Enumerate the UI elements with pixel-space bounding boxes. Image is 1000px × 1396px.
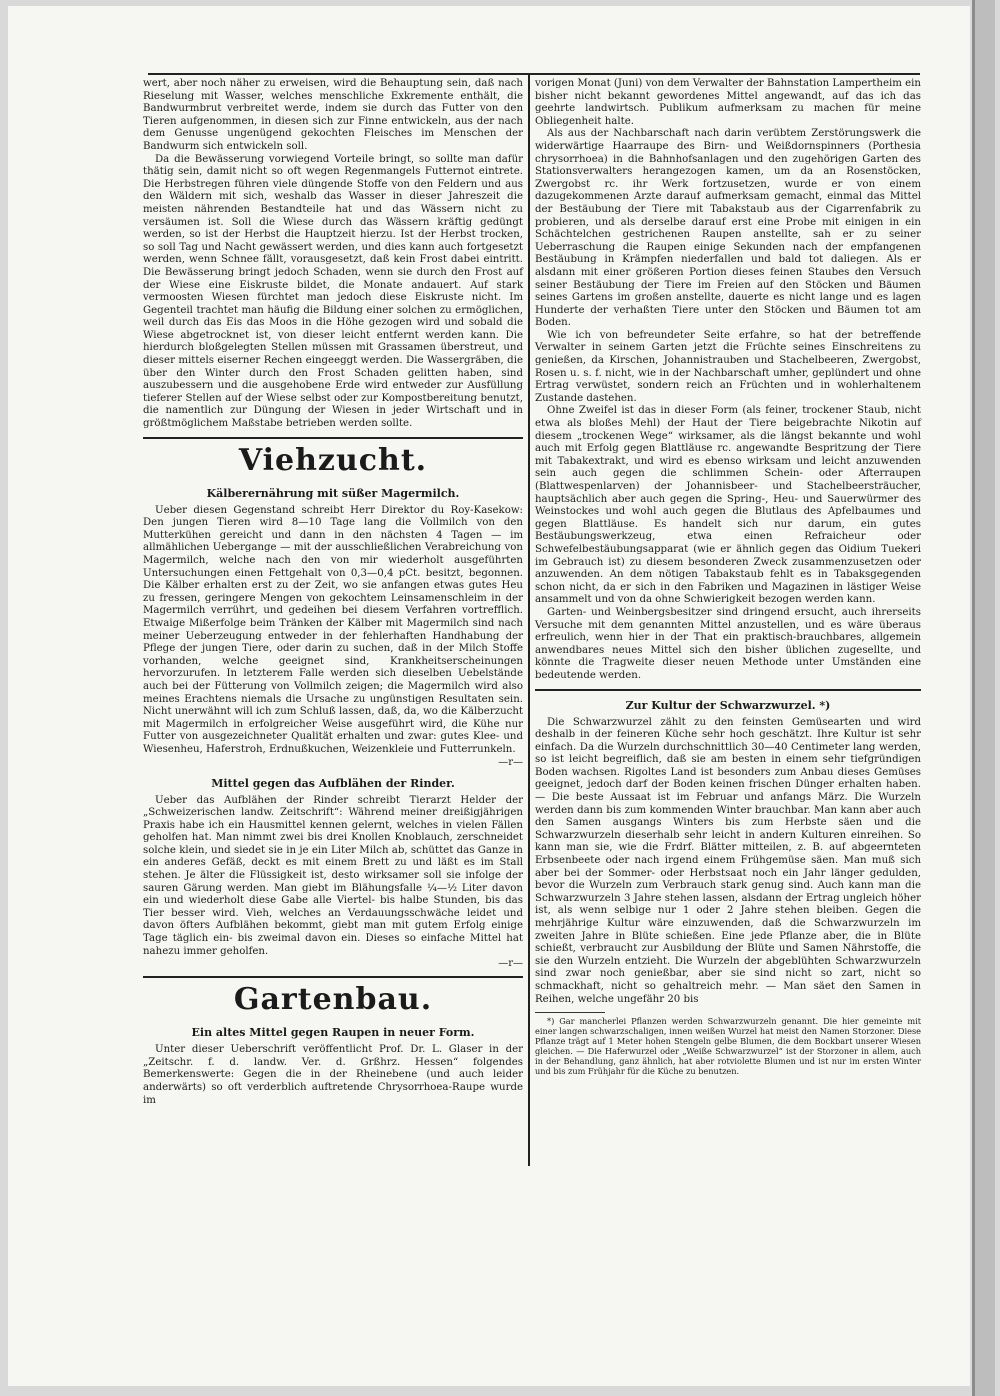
footnote <box>535 1012 921 1076</box>
left-column <box>143 78 523 1107</box>
top-rule <box>148 73 920 75</box>
author-signature: —r— <box>498 756 523 768</box>
article-heading: Ein altes Mittel gegen Raupen in neuer Form. <box>191 1026 475 1040</box>
paragraph: Die Schwarzwurzel zählt zu den feinsten Gemüsearten und wird deshalb in der feineren Küche sehr hoch geschätzt. Ihre Kultur ist sehr einfach. Da die Wurzeln durchschnittlich 30—40 Centimeter lang werden, so ist leicht begreiflich, daß sie am besten in einem sehr tiefgründigen Boden wachsen. Rigoltes Land ist besonders zum Anbau dieses Gemüses geeignet, jedoch darf der Boden keinen frischen Dünger erhalten haben. — Die beste Aussaat ist im Februar und anfangs März. Die Wurzeln werden dann bis zum kommenden Winter brauchbar. Man kann aber auch den Samen ausgangs Winters bis zum Herbste säen und die Schwarzwurzeln dieserhalb sehr leicht in andern Kulturen einreihen. So kann man sie, wie die Frdrf. Blätter mitteilen, z. B. auf abgeernteten Erbsenbeete oder nach irgend einem Frühgemüse säen. Man muß sich aber bei der Sommer- oder Herbstsaat noch ein Jahr länger gedulden, bevor die Wurzeln zum Verbrauch stark genug sind. Auch kann man die Schwarzwurzeln 3 Jahre stehen lassen, alsdann der Ertrag ungleich höher ist, als wenn selbige nur 1 oder 2 Jahre stehen bleiben. Gegen die mehrjährige Kultur wäre einzuwenden, daß die Schwarzwurzeln im zweiten Jahre in Blüte schießen. Eine jede Pflanze aber, die in Blüte schießt, verbraucht zur Ausbildung der Blüte und Samen Nährstoffe, die sie den Wurzeln entzieht. Die Wurzeln der abgeblühten Schwarzwurzeln sind zwar noch genießbar, aber sie sind nicht so zart, nicht so schmackhaft, nicht so gehaltreich mehr. — Man säet den Samen in Reihen, welche ungefähr 20 bis <box>535 716 921 1005</box>
column-divider <box>528 73 530 1166</box>
footnote-text: *) Gar mancherlei Pflanzen werden Schwarzwurzeln genannt. Die hier gemeinte mit einer langen schwarzschaligen, innen weißen Wurzel hat meist den Namen Storzoner. Diese Pflanze trägt auf 1 Meter hohen Stengeln gelbe Blumen, die dem Bockbart unserer Wiesen gleichen. — Die Haferwurzel oder „Weiße Schwarzwurzel“ ist der Storzoner in allem, auch in der Behandlung, ganz ähnlich, hat aber rotviolette Blumen und ist nur im ersten Winter und bis zum Frühjahr für die Küche zu benutzen. <box>535 1016 921 1077</box>
paragraph: Als aus der Nachbarschaft nach darin verübtem Zerstörungswerk die widerwärtige Haarraupe des Birn- und Weißdornspinners (Porthesia chrysorrhoea) in die Bahnhofsanlagen und den zugehörigen Garten des Stationsverwalters herangezogen kamen, um da an Rosenstöcken, Zwergobst rc. ihr Werk fortzusetzen, wurde er von einem dazugekommenen Arzte darauf aufmerksam gemacht, einmal das Mittel der Bestäubung der Tiere mit Tabakstaub aus der Cigarrenfabrik zu probieren, und als derselbe darauf erst eine Probe mit einigen in ein Schächtelchen gestrichenen Raupen anstellte, sah er zu seiner Ueberraschung die Raupen einige Sekunden nach der empfangenen Bestäubung in Krämpfen niederfallen und bald tot daliegen. Als er alsdann mit einer größeren Portion dieses feinen Staubes den Versuch seiner Bestäubung der Tiere im Freien auf den Stöcken und Bäumen seines Gartens im großen anstellte, dauerte es nicht lange und es lagen Hunderte der verhaßten Tiere unter den Stöcken und Bäumen tot am Boden. <box>535 128 921 329</box>
paragraph: Da die Bewässerung vorwiegend Vorteile bringt, so sollte man dafür thätig sein, damit nicht so oft wegen Regenmangels Futternot eintrete. Die Herbstregen führen viele düngende Stoffe von den Feldern und aus den Wäldern mit sich, weshalb das Wasser in dieser Jahreszeit die meisten nährenden Bestandteile hat und das Wässern nicht zu versäumen ist. Soll die Wiese durch das Wässern kräftig gedüngt werden, so ist der Herbst die Hauptzeit hierzu. Ist der Herbst trocken, so soll Tag und Nacht gewässert werden, und dies kann auch fortgesetzt werden, wenn Schnee fällt, vorausgesetzt, daß kein Frost dabei eintritt. Die Bewässerung bringt jedoch Schaden, wenn sie durch den Frost auf der Wiese eine Eiskruste bildet, die Monate andauert. Auf stark vermoosten Wiesen fürchtet man jedoch diese Eiskruste nicht. Im Gegenteil trachtet man häufig die Bildung einer solchen zu ermöglichen, weil durch das Eis das Moos in die Höhe gezogen wird und sobald die Wiese abgetrocknet ist, von dieser leicht entfernt werden kann. Die hierdurch bloßgelegten Stellen müssen mit Grassamen überstreut, und dieser mittels eiserner Rechen eingeeggt werden. Die Wassergräben, die über den Winter durch den Frost Schaden gelitten haben, sind auszubessern und die ausgehobene Erde wird entweder zur Ausfüllung tieferer Stellen auf der Wiese selbst oder zur Kompostbereitung benutzt, die namentlich zur Düngung der Wiesen in jeder Wirtschaft und in größtmöglichem Maßstabe betrieben werden sollte. <box>143 153 523 430</box>
section-heading-viehzucht: Viehzucht. <box>238 442 428 478</box>
paragraph: Wie ich von befreundeter Seite erfahre, so hat der betreffende Verwalter in seinem Garten jetzt die Früchte seines Einschreitens zu genießen, da Kirschen, Johannistrauben und Stachelbeeren, Zwergobst, Rosen u. s. f. nicht, wie in der Nachbarschaft umher, geplündert und ohne Ertrag verwüstet, sondern reich an Früchten und in wohlerhaltenem Zustande dastehen. <box>535 329 921 404</box>
section-rule <box>143 976 523 978</box>
paragraph: Unter dieser Ueberschrift veröffentlicht Prof. Dr. L. Glaser in der „Zeitschr. f. d. landw. Ver. d. Grßhrz. Hessen“ folgendes Bemerkenswerte: Gegen die in der Rheinebene (und auch leider anderwärts) so oft verderblich auftretende Chrysorrhoea-Raupe wurde im <box>143 1044 523 1106</box>
paragraph: Garten- und Weinbergsbesitzer sind dringend ersucht, auch ihrerseits Versuche mit dem genannten Mittel anzustellen, und es wäre überaus erfreulich, wenn hier in der That ein praktisch-brauchbares, allgemein anwendbares neues Mittel sich den bisher üblichen zugesellte, und könnte die Tragweite dieser neuen Methode unter Umständen eine bedeutende werden. <box>535 606 921 681</box>
page-edge-shadow <box>975 0 995 1396</box>
article-heading: Mittel gegen das Aufblähen der Rinder. <box>211 776 455 790</box>
right-column <box>535 78 921 1076</box>
page-edge-line <box>972 0 975 1396</box>
author-signature: —r— <box>498 958 523 970</box>
paragraph: Ueber diesen Gegenstand schreibt Herr Direktor du Roy-Kasekow: Den jungen Tieren wird 8—10 Tage lang die Vollmilch von den Mutterkühen gereicht und dann in den nächsten 4 Tagen — im allmählichen Uebergange — mit der ausschließlichen Verabreichung von Magermilch, welche nach den von mir wiederholt ausgeführten Untersuchungen einen Fettgehalt von 0,3—0,4 pCt. besitzt, begonnen. Die Kälber erhalten erst zu der Zeit, wo sie anfangen etwas gutes Heu zu fressen, geringere Mengen von gekochtem Leinsamenschleim in der Magermilch verrührt, und gedeihen bei diesem Verfahren vortrefflich. Etwaige Mißerfolge beim Tränken der Kälber mit Magermilch sind nach meiner Ueberzeugung entweder in der fehlerhaften Handhabung der Pflege der jungen Tiere, oder darin zu suchen, daß in der Milch Stoffe vorhanden, welche geeignet sind, Krankheitserscheinungen hervorzurufen. In letzterem Falle werden sich dieselben Uebelstände auch bei der Fütterung von Vollmilch zeigen; die Magermilch wird also meines Erachtens niemals die Ursache zu ungünstigen Resultaten sein. Nicht unerwähnt will ich zum Schluß lassen, daß, da, wo die Kälberzucht mit Magermilch in erfolgreicher Weise ausgeführt wird, die Kühe nur Futter von ausgezeichneter Qualität erhalten und zwar: gutes Klee- und Wiesenheu, Haferstroh, Erdnußkuchen, Weizenkleie und Futterrunkeln. <box>143 504 523 755</box>
paragraph: Ueber das Aufblähen der Rinder schreibt Tierarzt Helder der „Schweizerischen landw. Zeitschrift“: Während meiner dreißigjährigen Praxis habe ich ein Hausmittel kennen gelernt, welches in vielen Fällen geholfen hat. Man nimmt zwei bis drei Knollen Knoblauch, zerschneidet solche klein, und siedet sie in je ein Liter Milch ab, schüttet das Ganze in ein anderes Gefäß, deckt es mit einem Brett zu und läßt es im Stall stehen. Je älter die Flüssigkeit ist, desto wirksamer soll sie infolge der sauren Gärung werden. Man giebt im Blähungsfalle ¼—½ Liter davon ein und wiederholt diese Gabe alle Viertel- bis halbe Stunden, bis das Tier besser wird. Vieh, welches an Verdauungsschwäche leidet und davon öfters Aufblähen bekommt, giebt man mit gutem Erfolg einige Tage täglich ein- bis zweimal davon ein. Dieses so einfache Mittel hat nahezu immer geholfen. <box>143 794 523 957</box>
paragraph: Ohne Zweifel ist das in dieser Form (als feiner, trockener Staub, nicht etwa als bloßes Mehl) der Haut der Tiere beigebrachte Nikotin auf diesem „trockenen Wege“ wirksamer, als die längst bekannte und wohl auch mit Erfolg gegen Blattläuse rc. angewandte Bespritzung der Tiere mit Tabakextrakt, und wird es ebenso wirksam und leicht anzuwenden sein auch gegen die schlimmen Schein- oder Afterraupen (Blattwespenlarven) der Johannisbeer- und Stachelbeersträucher, hauptsächlich aber auch gegen die Spring-, Heu- und Sauerwürmer des Weinstockes und wohl auch gegen die Blutlaus des Apfelbaumes und gegen Blattläuse. Es handelt sich nur darum, ein gutes Bestäubungswerkzeug, etwa einen Refraicheur oder Schwefelbestäubungsapparat (wie er ähnlich gegen das Oidium Tuekeri im Gebrauch ist) zu diesem besonderen Zweck zusammenzusetzen oder anzuwenden. An dem nötigen Tabakstaub fehlt es in Tabaksgegenden schon nicht, da er sich in den Fabriken und Magazinen in lästiger Weise ansammelt und von da ohne Schwierigkeit bezogen werden kann. <box>535 405 921 606</box>
section-rule <box>143 437 523 439</box>
article-heading: Kälberernährung mit süßer Magermilch. <box>206 486 460 500</box>
paragraph: vorigen Monat (Juni) von dem Verwalter der Bahnstation Lampertheim ein bisher nicht bekannt gewordenes Mittel angewandt, auf das ich das geehrte landwirtsch. Publikum aufmerksam zu machen für meine Obliegenheit halte. <box>535 78 921 127</box>
section-rule <box>535 689 921 691</box>
paragraph: wert, aber noch näher zu erweisen, wird die Behauptung sein, daß nach Rieselung mit Wasser, welches menschliche Exkremente enthält, die Bandwurmbrut verbreitet werde, indem sie durch das Futter von den Tieren aufgenommen, in diesen sich zur Finne entwickeln, aus der nach dem Genusse ungenügend gekochten Fleisches im Menschen der Bandwurm sich entwickeln soll. <box>143 78 523 152</box>
article-heading: Zur Kultur der Schwarzwurzel. *) <box>625 698 831 712</box>
section-heading-gartenbau: Gartenbau. <box>233 982 433 1018</box>
footnote-rule <box>535 1012 605 1013</box>
